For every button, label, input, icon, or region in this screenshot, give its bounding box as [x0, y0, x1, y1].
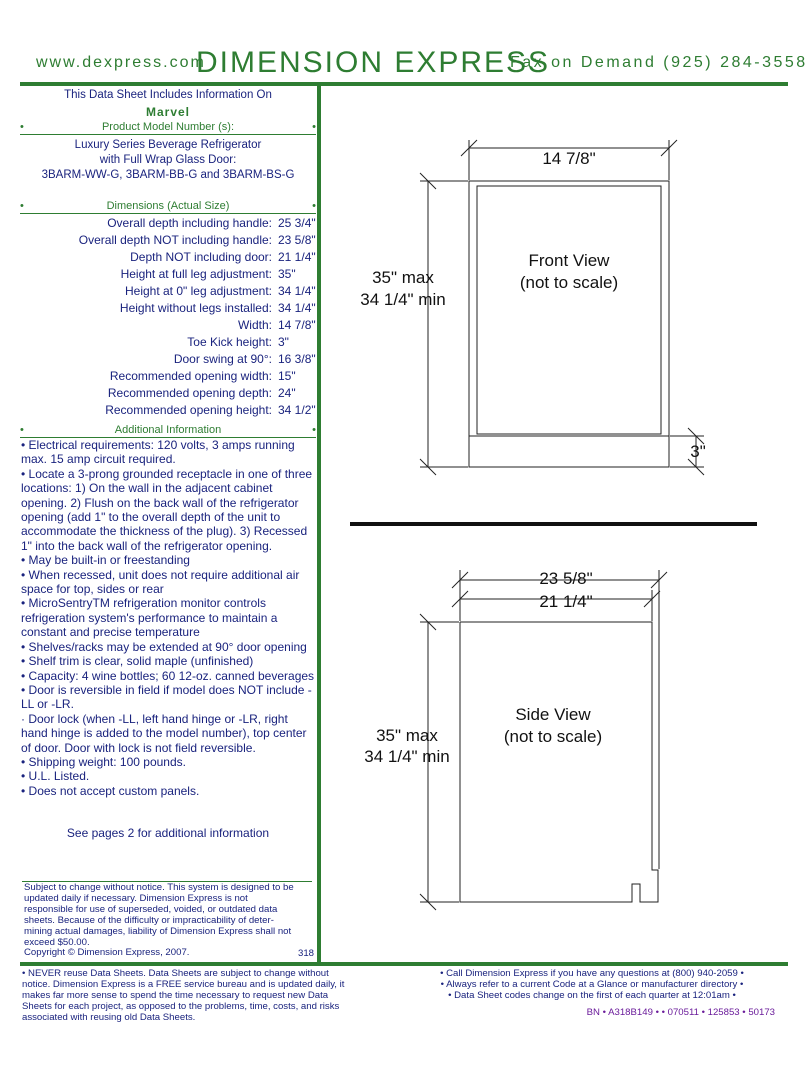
footer-right-line-3: • Data Sheet codes change on the first of each quarter at 12:01am •: [448, 990, 736, 1001]
dimension-value: 23 5/8": [278, 233, 316, 247]
brand-title: DIMENSION EXPRESS: [196, 46, 551, 79]
info-item: • MicroSentryTM refrigeration monitor controls refrigeration system's performance to maintain a constant and precise temperature: [21, 596, 278, 640]
dimension-label: Recommended opening height:: [105, 403, 272, 417]
front-width-label: 14 7/8": [542, 149, 596, 168]
info-item: • Door is reversible in field if model does NOT include -LL or -LR.: [21, 682, 312, 712]
info-item: • When recessed, unit does not require additional air space for top, sides or rear: [21, 567, 300, 597]
page-code: 318: [298, 948, 315, 959]
section-dimensions-title: Dimensions (Actual Size): [106, 200, 230, 212]
front-title-1: Front View: [528, 251, 610, 270]
dimension-label: Height without legs installed:: [119, 301, 272, 315]
dimension-label: Depth NOT including door:: [130, 250, 272, 264]
dimension-value: 34 1/2": [278, 403, 316, 417]
side-outline: [460, 622, 658, 902]
side-title-1: Side View: [515, 705, 591, 724]
see-pages-note: See pages 2 for additional information: [66, 826, 270, 840]
section-bullet: •: [20, 424, 24, 436]
dimension-value: 15": [278, 369, 296, 383]
front-outer-rect: [469, 181, 669, 467]
side-height-label-2: 34 1/4" min: [364, 747, 450, 766]
dimension-value: 25 3/4": [278, 216, 316, 230]
product-line-1: Luxury Series Beverage Refrigerator: [74, 139, 262, 151]
section-additional-title: Additional Information: [114, 424, 222, 436]
info-item: • Does not accept custom panels.: [21, 783, 200, 798]
front-height-label-1: 35" max: [372, 268, 434, 287]
section-bullet: •: [312, 121, 316, 133]
front-title-2: (not to scale): [519, 273, 619, 292]
info-item: • Shelves/racks may be extended at 90° door opening: [21, 639, 307, 654]
site-url[interactable]: www.dexpress.com: [36, 54, 206, 71]
dimension-label: Overall depth including handle:: [107, 216, 272, 230]
maker-name: Marvel: [145, 105, 191, 119]
front-door-rect: [477, 186, 661, 434]
info-item: • Capacity: 4 wine bottles; 60 12-oz. canned beverages: [21, 668, 315, 683]
copyright: Copyright © Dimension Express, 2007.: [24, 947, 190, 958]
section-bullet: •: [20, 121, 24, 133]
dimension-value: 21 1/4": [278, 250, 316, 264]
front-height-label-2: 34 1/4" min: [360, 290, 446, 309]
intro-line: This Data Sheet Includes Information On: [64, 89, 272, 101]
info-item: • Shipping weight: 100 pounds.: [21, 754, 186, 769]
dimension-label: Recommended opening depth:: [107, 386, 272, 400]
side-depth-label-1: 23 5/8": [539, 569, 593, 588]
dimension-label: Overall depth NOT including handle:: [78, 233, 272, 247]
footer-right-line-1: • Call Dimension Express if you have any questions at (800) 940-2059 •: [440, 968, 744, 979]
info-item: • Electrical requirements: 120 volts, 3 amps running max. 15 amp circuit required.: [21, 438, 295, 467]
side-height-label-1: 35" max: [376, 726, 438, 745]
front-view-drawing: [420, 140, 704, 475]
toe-kick-label: 3": [690, 442, 706, 461]
footer-right-line-2: • Always refer to a current Code at a Glance or manufacturer directory •: [440, 979, 744, 990]
fax-line: Fax on Demand (925) 284-3558: [510, 54, 808, 71]
dimension-value: 24": [278, 386, 296, 400]
info-item: • May be built-in or freestanding: [21, 553, 190, 568]
side-title-2: (not to scale): [503, 727, 603, 746]
dimension-label: Width:: [237, 318, 272, 332]
section-model-title: Product Model Number (s):: [101, 121, 235, 133]
dimension-label: Height at full leg adjustment:: [120, 267, 272, 281]
section-bullet: •: [312, 200, 316, 212]
info-item: · Door lock (when -LL, left hand hinge or -LR, right hand hinge is added to the model number), top center of door. Door with lock is not field reversible.: [21, 711, 307, 755]
dimension-value: 34 1/4": [278, 301, 316, 315]
disclaimer: Subject to change without notice. This system is designed to be updated daily if necessary. Dimension Express is not responsible for use of superseded, voided, or outdated data sheets. Because of the difficulty or impracticability of deter-mining actual damages, liability of Dimension Express shall not exceed $50.00.: [24, 882, 294, 948]
info-item: • U.L. Listed.: [21, 769, 90, 784]
info-item: • Shelf trim is clear, solid maple (unfinished): [21, 654, 254, 669]
section-bullet: •: [312, 424, 316, 436]
dimension-value: 16 3/8": [278, 352, 316, 366]
dimension-value: 14 7/8": [278, 318, 316, 332]
dimension-label: Recommended opening width:: [109, 369, 272, 383]
dimension-value: 34 1/4": [278, 284, 316, 298]
dimension-value: 3": [278, 335, 289, 349]
dimension-label: Height at 0" leg adjustment:: [124, 284, 272, 298]
dimension-value: 35": [278, 267, 296, 281]
footer-left: • NEVER reuse Data Sheets. Data Sheets are subject to change without notice. Dimension Express is a FREE service bureau and is updated daily, it makes far more sense to spend the time necessary to request new Data Sheets for each project, as opposed to the problems, time, costs, and risks associated with reusing old Data Sheets.: [22, 968, 345, 1023]
section-bullet: •: [20, 200, 24, 212]
side-depth-label-2: 21 1/4": [539, 592, 593, 611]
dimension-label: Door swing at 90°:: [173, 352, 272, 366]
product-line-3: 3BARM-WW-G, 3BARM-BB-G and 3BARM-BS-G: [41, 169, 295, 181]
dimension-label: Toe Kick height:: [187, 335, 272, 349]
info-item: • Locate a 3-prong grounded receptacle in one of three locations: 1) On the wall in the adjacent cabinet opening. 2) Flush on the back wall of the refrigerator opening (add 1" to the overall depth of the unit to accommodate the thickness of the plug). 3) Recessed 1" into the back wall of the refrigerator opening.: [21, 466, 313, 553]
product-line-2: with Full Wrap Glass Door:: [99, 154, 237, 166]
footer-code: BN • A318B149 • • 070511 • 125853 • 50173: [586, 1007, 775, 1018]
